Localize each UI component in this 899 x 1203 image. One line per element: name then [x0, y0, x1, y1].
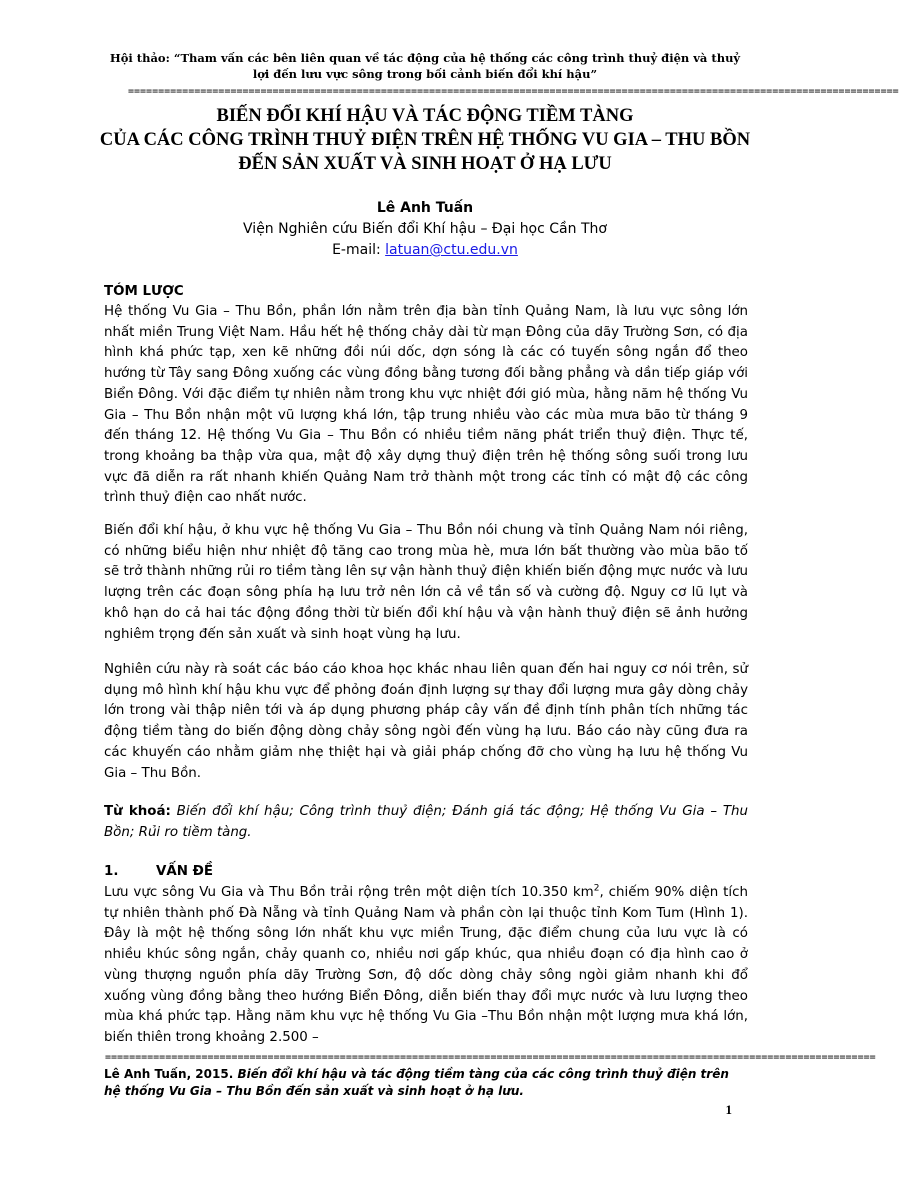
title-line-1: BIẾN ĐỔI KHÍ HẬU VÀ TÁC ĐỘNG TIỀM TÀNG — [216, 106, 634, 126]
author-affiliation: Viện Nghiên cứu Biến đổi Khí hậu – Đại học Cần Thơ — [243, 221, 607, 237]
conference-header — [100, 50, 750, 82]
paper-title — [90, 104, 760, 176]
title-line-3: ĐẾN SẢN XUẤT VÀ SINH HOẠT Ở HẠ LƯU — [238, 154, 612, 174]
author-email-line — [100, 240, 750, 261]
superscript-2: 2 — [593, 883, 600, 894]
footer-citation — [104, 1066, 748, 1100]
conference-header-line-1: Hội thảo: “Tham vấn các bên liên quan về tác động của hệ thống các công trình thuỷ điện và thuỷ — [109, 51, 741, 65]
citation-author: Lê Anh Tuấn, 2015. — [104, 1067, 238, 1081]
abstract-paragraph-2: Biến đổi khí hậu, ở khu vực hệ thống Vu Gia – Thu Bồn nói chung và tỉnh Quảng Nam nói riêng, có những biểu hiện như nhiệt độ tăng cao trong mùa hè, mưa lớn bất thường vào mùa bão tố sẽ trở thành những rủi ro tiềm tàng lên sự vận hành thuỷ điện khiến biến động mực nước và lưu lượng trên các đoạn sông phía hạ lưu trở nên lớn cả về tần số và cường độ. Nguy cơ lũ lụt và khô hạn do cả hai tác động đồng thời từ biến đổi khí hậu và vận hành thuỷ điện sẽ ảnh hưởng nghiêm trọng đến sản xuất và sinh hoạt vùng hạ lưu. — [104, 523, 748, 642]
section-1-text-a: Lưu vực sông Vu Gia và Thu Bồn trải rộng trên một diện tích 10.350 km — [104, 885, 594, 900]
header-separator: ================================================================================================================================ — [128, 86, 899, 97]
abstract-paragraph-3: Nghiên cứu này rà soát các báo cáo khoa học khác nhau liên quan đến hai nguy cơ nói trên, sử dụng mô hình khí hậu khu vực để phỏng đoán định lượng sự thay đổi lượng mưa gây dòng chảy lớn trong vài thập niên tới và áp dụng phương pháp cây vấn đề định tính phân tích những tác động tiềm tàng do biến động dòng chảy sông ngòi đến vùng hạ lưu. Báo cáo này cũng đưa ra các khuyến cáo nhằm giảm nhẹ thiệt hại và giải pháp chống đỡ cho vùng hạ lưu hệ thống Vu Gia – Thu Bồn. — [104, 662, 748, 781]
citation-title: Biến đổi khí hậu và tác động tiềm tàng của các công trình thuỷ điện trên hệ thống Vu Gia – Thu Bồn đến sản xuất và sinh hoạt ở hạ lưu. — [104, 1067, 729, 1098]
page-number: 1 — [725, 1102, 732, 1117]
email-label: E-mail: — [332, 242, 386, 258]
author-name: Lê Anh Tuấn — [376, 200, 474, 216]
section-1-text-b: , chiếm 90% diện tích tự nhiên thành phố Đà Nẵng và tỉnh Quảng Nam và phần còn lại thuộc tỉnh Kom Tum (Hình 1). Đây là một hệ thống sông lớn nhất khu vực miền Trung, đặc điểm chung của lưu vực là có nhiều khúc sông ngắn, chảy quanh co, nhiều nơi gấp khúc, qua nhiều đoạn có địa hình cao ở vùng thượng nguồn phía dãy Trường Sơn, độ dốc dòng chảy sông ngòi giảm nhanh khi đổ xuống vùng đồng bằng theo hướng Biển Đông, diễn biến thay đổi mực nước và lưu lượng theo mùa khá phức tạp. Hằng năm khu vực hệ thống Vu Gia –Thu Bồn nhận một lượng mưa khá lớn, biến thiên trong khoảng 2.500 – — [104, 885, 748, 1045]
author-block — [100, 198, 750, 261]
keywords — [104, 802, 748, 843]
title-line-2: CỦA CÁC CÔNG TRÌNH THUỶ ĐIỆN TRÊN HỆ THỐNG VU GIA – THU BỒN — [99, 130, 751, 150]
section-1-heading — [104, 862, 748, 883]
footer-separator: ================================================================================================================================ — [105, 1052, 876, 1063]
section-1-number: 1. — [104, 864, 119, 879]
conference-header-line-2: lợi đến lưu vực sông trong bối cảnh biến đổi khí hậu” — [252, 67, 598, 81]
email-link[interactable]: latuan@ctu.edu.vn — [385, 242, 518, 258]
abstract-heading: TÓM LƯỢC — [104, 284, 184, 299]
keywords-list: Biến đổi khí hậu; Công trình thuỷ điện; Đánh giá tác động; Hệ thống Vu Gia – Thu Bồn; Rủi ro tiềm tàng. — [104, 804, 748, 840]
keywords-label: Từ khoá: — [104, 804, 171, 819]
section-1-paragraph — [104, 883, 748, 1049]
abstract-paragraph-1: Hệ thống Vu Gia – Thu Bồn, phần lớn nằm trên địa bàn tỉnh Quảng Nam, là lưu vực sông lớn nhất miền Trung Việt Nam. Hầu hết hệ thống chảy dài từ mạn Đông của dãy Trường Sơn, có địa hình khá phức tạp, xen kẽ những đồi núi dốc, dợn sóng là các có tuyến sông ngắn đổ theo hướng từ Tây sang Đông xuống các vùng đồng bằng tương đối bằng phẳng và dần tiếp giáp với Biển Đông. Với đặc điểm tự nhiên nằm trong khu vực nhiệt đới gió mùa, hằng năm hệ thống Vu Gia – Thu Bồn nhận một vũ lượng khá lớn, tập trung nhiều vào các mùa mưa bão từ tháng 9 đến tháng 12. Hệ thống Vu Gia – Thu Bồn có nhiều tiềm năng phát triển thuỷ điện. Thực tế, trong khoảng ba thập vừa qua, mật độ xây dựng thuỷ điện trên hệ thống sông suối trong lưu vực đã diễn ra rất nhanh khiến Quảng Nam trở thành một trong các tỉnh có mật độ các công trình thuỷ điện cao nhất nước. — [104, 304, 748, 506]
section-1-title: VẤN ĐỀ — [156, 864, 213, 879]
